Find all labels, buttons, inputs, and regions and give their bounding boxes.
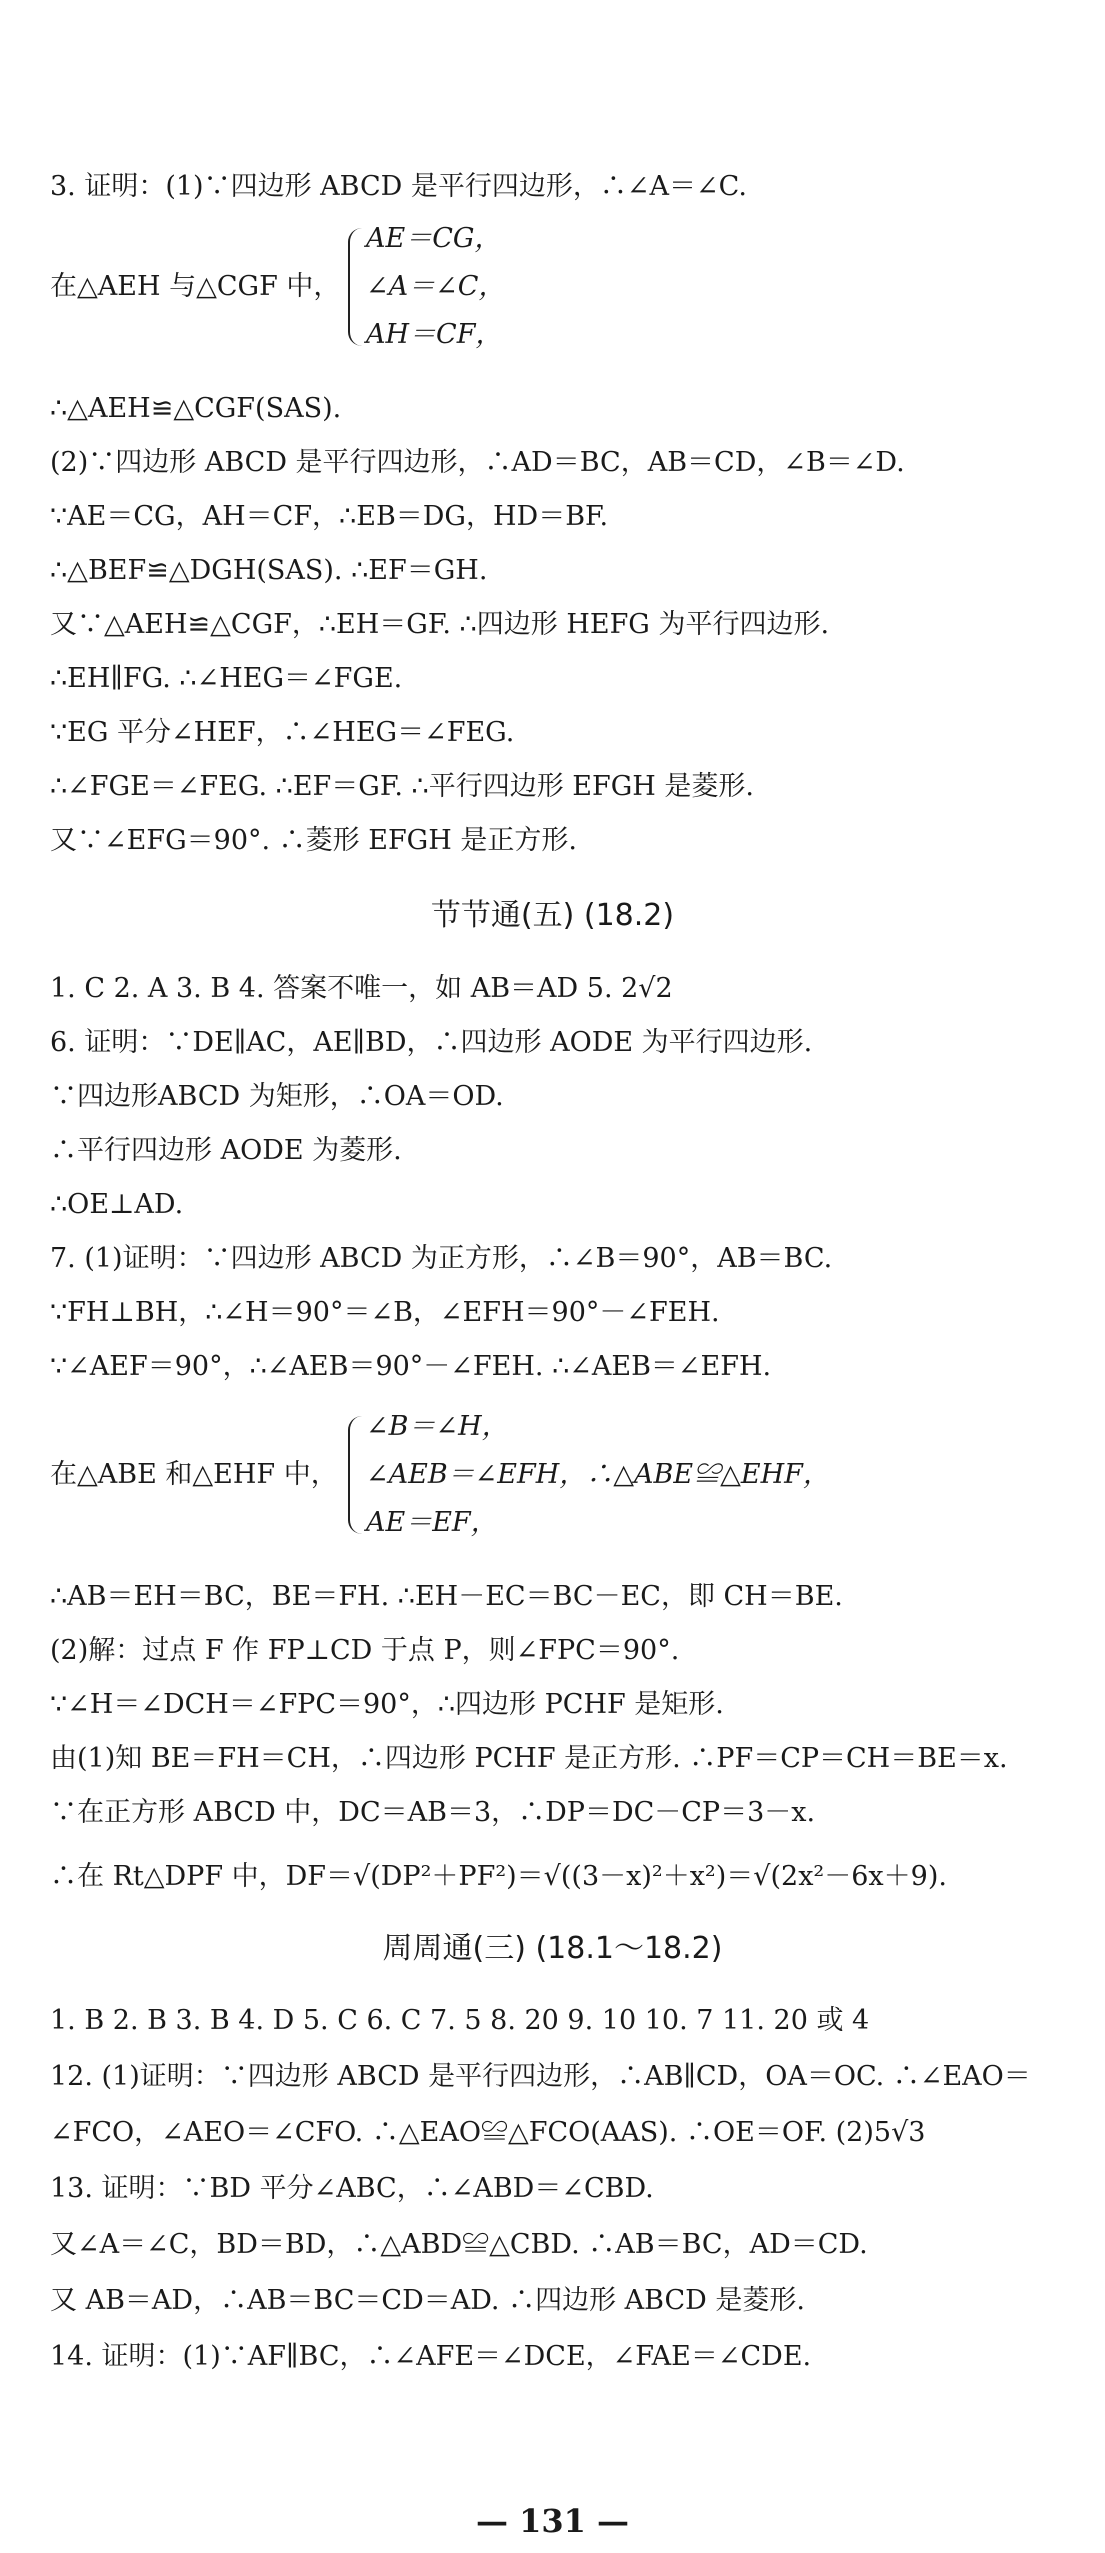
system-lead: 在△AEH 与△CGF 中， (50, 271, 341, 302)
text-line: ∴在 Rt△DPF 中，DF＝√(DP²＋PF²)＝√((3－x)²＋x²)＝√(2x²－6x＋9). (50, 1861, 947, 1892)
equation-system (50, 1410, 1050, 1540)
text-line: ∵在正方形 ABCD 中，DC＝AB＝3，∴DP＝DC－CP＝3－x. (50, 1797, 816, 1828)
text-line: 7. (1)证明：∵四边形 ABCD 为正方形，∴∠B＝90°，AB＝BC. (50, 1243, 833, 1274)
left-brace (348, 1416, 364, 1534)
equation-system (50, 222, 1050, 352)
text-line: ∵∠H＝∠DCH＝∠FPC＝90°，∴四边形 PCHF 是矩形. (50, 1689, 724, 1720)
text-line: 13. 证明：∵BD 平分∠ABC，∴∠ABD＝∠CBD. (50, 2173, 654, 2204)
text-line: ∵FH⊥BH，∴∠H＝90°＝∠B，∠EFH＝90°－∠FEH. (50, 1297, 720, 1328)
text-line: 3. 证明：(1)∵四边形 ABCD 是平行四边形，∴∠A＝∠C. (50, 171, 747, 202)
system-row: AH＝CF， (366, 319, 503, 350)
text-line: ∴∠FGE＝∠FEG. ∴EF＝GF. ∴平行四边形 EFGH 是菱形. (50, 771, 755, 802)
text-line: ∠FCO，∠AEO＝∠CFO. ∴△EAO≌△FCO(AAS). ∴OE＝OF. (2)5√3 (50, 2117, 926, 2148)
left-brace (348, 228, 364, 346)
system-row: ∠A＝∠C， (366, 271, 506, 302)
text-line: ∴△BEF≌△DGH(SAS). ∴EF＝GH. (50, 555, 488, 586)
text-line: 12. (1)证明：∵四边形 ABCD 是平行四边形，∴AB∥CD，OA＝OC. ∴∠EAO＝ (50, 2061, 1031, 2092)
section-heading: 周周通(三) (18.1～18.2) (382, 1931, 723, 1966)
text-line: (2)解：过点 F 作 FP⊥CD 于点 P，则∠FPC＝90°. (50, 1635, 680, 1666)
system-row: ∠AEB＝∠EFH，∴△ABE≌△EHF， (366, 1459, 830, 1490)
text-line: ∴平行四边形 AODE 为菱形. (50, 1135, 402, 1166)
text-line: ∵EG 平分∠HEF，∴∠HEG＝∠FEG. (50, 717, 515, 748)
text-line: ∵四边形ABCD 为矩形，∴OA＝OD. (50, 1081, 504, 1112)
system-lead: 在△ABE 和△EHF 中， (50, 1459, 338, 1490)
text-line: 又∵∠EFG＝90°. ∴菱形 EFGH 是正方形. (50, 825, 577, 856)
text-line: 又∠A＝∠C，BD＝BD，∴△ABD≌△CBD. ∴AB＝BC，AD＝CD. (50, 2229, 868, 2260)
text-line: ∵AE＝CG，AH＝CF，∴EB＝DG，HD＝BF. (50, 501, 609, 532)
page-number: — 131 — (475, 2502, 630, 2540)
text-line: 6. 证明：∵DE∥AC，AE∥BD，∴四边形 AODE 为平行四边形. (50, 1027, 813, 1058)
text-line: ∴AB＝EH＝BC，BE＝FH. ∴EH－EC＝BC－EC，即 CH＝BE. (50, 1581, 843, 1612)
text-line: ∴OE⊥AD. (50, 1189, 184, 1220)
text-line: 1. C 2. A 3. B 4. 答案不唯一，如 AB＝AD 5. 2√2 (50, 973, 673, 1004)
system-row: AE＝EF， (366, 1507, 498, 1538)
section-heading: 节节通(五) (18.2) (430, 898, 675, 933)
text-line: 由(1)知 BE＝FH＝CH，∴四边形 PCHF 是正方形. ∴PF＝CP＝CH＝BE＝x. (50, 1743, 1008, 1774)
system-row: ∠B＝∠H， (366, 1411, 509, 1442)
system-row: AE＝CG， (366, 223, 502, 254)
text-line: 又∵△AEH≌△CGF，∴EH＝GF. ∴四边形 HEFG 为平行四边形. (50, 609, 830, 640)
text-line: ∴EH∥FG. ∴∠HEG＝∠FGE. (50, 663, 403, 694)
text-line: 14. 证明：(1)∵AF∥BC，∴∠AFE＝∠DCE，∠FAE＝∠CDE. (50, 2341, 812, 2372)
text-line: (2)∵四边形 ABCD 是平行四边形，∴AD＝BC，AB＝CD，∠B＝∠D. (50, 447, 905, 478)
text-line: ∴△AEH≌△CGF(SAS). (50, 393, 342, 424)
text-line: 1. B 2. B 3. B 4. D 5. C 6. C 7. 5 8. 20 9. 10 10. 7 11. 20 或 4 (50, 2005, 870, 2036)
text-line: ∵∠AEF＝90°，∴∠AEB＝90°－∠FEH. ∴∠AEB＝∠EFH. (50, 1351, 772, 1382)
text-line: 又 AB＝AD，∴AB＝BC＝CD＝AD. ∴四边形 ABCD 是菱形. (50, 2285, 805, 2316)
